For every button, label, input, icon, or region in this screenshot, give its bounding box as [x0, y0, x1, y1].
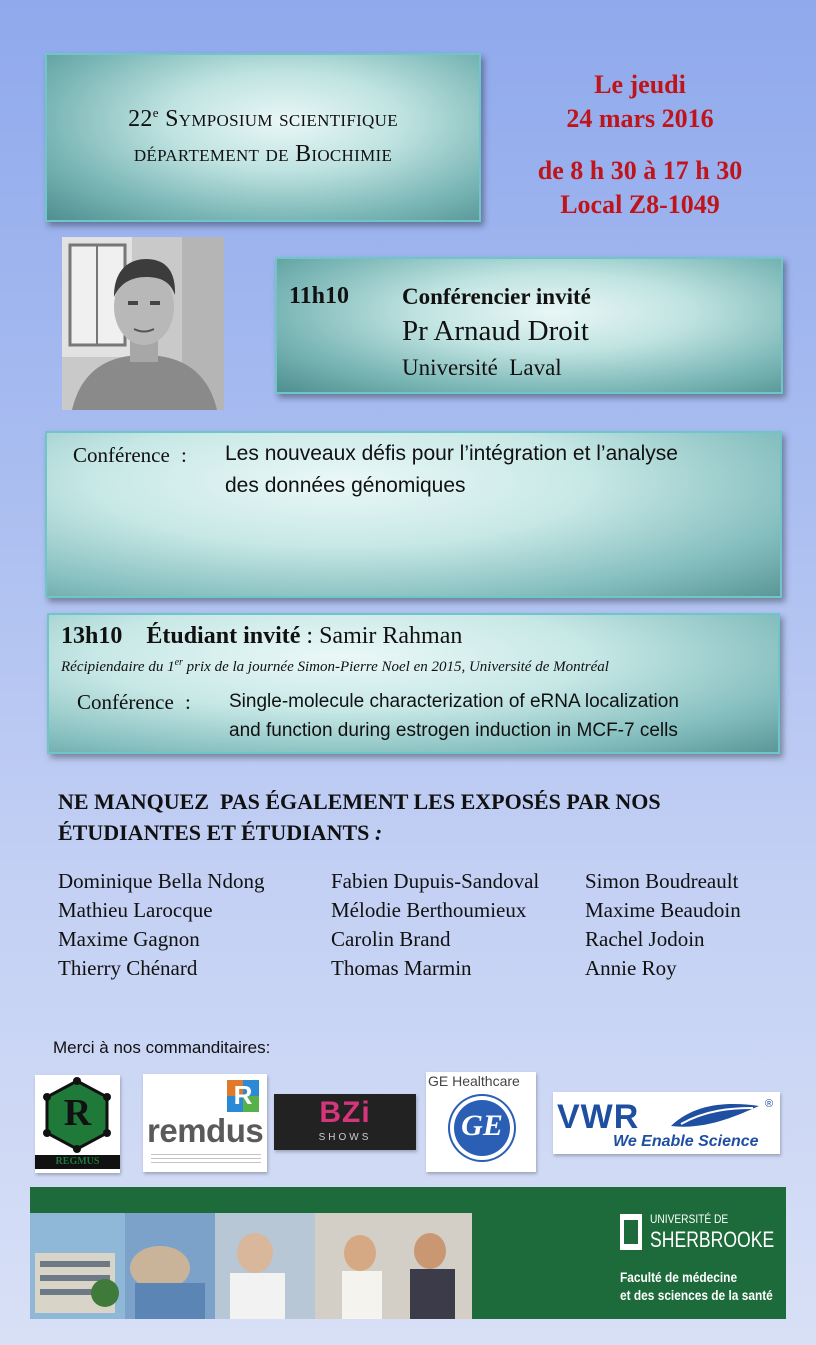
student-list-item: Thomas Marmin [331, 956, 472, 980]
student-list-item: Simon Boudreault [585, 869, 739, 893]
regmus-logo [35, 1075, 120, 1173]
students-column-1 [58, 867, 264, 983]
ge-logo-text: GE [461, 1109, 503, 1142]
students-column-2 [331, 867, 539, 983]
guest-speaker-affiliation: Université Laval [402, 355, 562, 380]
guest-speaker-time: 11h10 [289, 283, 350, 309]
symposium-sup: e [152, 105, 159, 120]
remdus-fineprint [151, 1154, 261, 1166]
conference-label: Conférence : [73, 443, 187, 467]
regmus-letter: R [63, 1092, 92, 1134]
student-award-post: prix de la journée Simon-Pierre Noel en 2015, Université de Montréal [182, 659, 609, 675]
student-list-item: Maxime Beaudoin [585, 898, 741, 922]
student-list-item: Rachel Jodoin [585, 927, 705, 951]
student-list-item: Maxime Gagnon [58, 927, 200, 951]
student-talk-line2: and function during estrogen induction in MCF-7 cells [229, 720, 678, 741]
sponsors-thanks: Merci à nos commanditaires: [53, 1038, 271, 1057]
bzi-logo [274, 1094, 416, 1150]
student-list-item: Fabien Dupuis-Sandoval [331, 869, 540, 893]
vwr-logo [553, 1092, 780, 1154]
student-heading [61, 623, 462, 650]
students-heading-text: ÉTUDIANTES ET ÉTUDIANTS [58, 820, 370, 845]
symposium-title-box [45, 53, 481, 222]
ge-name: GE Healthcare [428, 1073, 520, 1089]
guest-speaker-box [275, 257, 783, 394]
guest-speaker-name: Pr Arnaud Droit [402, 315, 589, 347]
symposium-title-line2: département de Biochimie [133, 141, 393, 167]
symposium-number: 22 [128, 106, 153, 132]
remdus-letter: R [233, 1080, 253, 1110]
student-list-item: Dominique Bella Ndong [58, 869, 265, 893]
students-heading-line2 [58, 820, 382, 846]
speaker-photo [62, 237, 224, 410]
faculty-line2: et des sciences de la santé [620, 1287, 773, 1303]
student-speaker-box [47, 613, 780, 754]
ge-healthcare-logo [426, 1072, 536, 1172]
vwr-reg: ® [765, 1098, 774, 1110]
footer-banner [30, 1187, 786, 1319]
event-hours: de 8 h 30 à 17 h 30 [537, 156, 743, 185]
guest-speaker-role: Conférencier invité [402, 284, 591, 309]
student-award-sup: er [174, 657, 183, 668]
conference-box [45, 431, 782, 598]
student-list-item: Thierry Chénard [58, 956, 198, 980]
students-heading-colon: : [369, 820, 383, 845]
bzi-sub: SHOWS [318, 1132, 372, 1143]
remdus-name: remdus [147, 1112, 264, 1149]
footer-photos [30, 1213, 472, 1319]
symposium-title-line1 [47, 105, 479, 133]
bzi-name: BZi [319, 1096, 371, 1129]
conference-title-line1: Les nouveaux défis pour l’intégration et l’analyse [225, 442, 678, 465]
symposium-title-text: Symposium scientifique [165, 106, 398, 132]
student-list-item: Annie Roy [585, 956, 677, 980]
students-heading-line1: NE MANQUEZ PAS ÉGALEMENT LES EXPOSÉS PAR NOS [58, 789, 661, 814]
student-list-item: Mathieu Larocque [58, 898, 213, 922]
student-award [61, 657, 609, 676]
regmus-name: REGMUS [35, 1155, 120, 1169]
university-line1: UNIVERSITÉ DE [650, 1212, 729, 1226]
university-line2: SHERBROOKE [650, 1227, 775, 1252]
student-sep: : [300, 623, 320, 649]
student-time: 13h10 [61, 623, 123, 649]
ge-monogram-icon [450, 1096, 514, 1160]
student-role: Étudiant invité [146, 623, 301, 649]
speaker-portrait [62, 237, 224, 410]
students-column-3 [585, 867, 741, 983]
vwr-tagline: We Enable Science [613, 1133, 759, 1150]
student-list-item: Mélodie Berthoumieux [331, 898, 527, 922]
remdus-logo [143, 1074, 267, 1172]
vwr-swoosh-icon [671, 1102, 761, 1130]
student-name: Samir Rahman [319, 623, 463, 649]
student-award-pre: Récipiendaire du 1 [61, 659, 175, 675]
vwr-name: VWR [557, 1098, 640, 1136]
sherbrooke-emblem-icon [620, 1214, 642, 1250]
remdus-mark [225, 1078, 261, 1114]
conference-title-line2: des données génomiques [225, 474, 466, 497]
vwr-leaf-icon [671, 1102, 761, 1130]
event-day: Le jeudi [594, 70, 686, 99]
event-date: 24 mars 2016 [566, 104, 714, 133]
faculty-line1: Faculté de médecine [620, 1269, 738, 1285]
event-room: Local Z8-1049 [560, 190, 720, 219]
footer-photo-strip [30, 1213, 472, 1319]
student-list-item: Carolin Brand [331, 927, 451, 951]
student-talk-label: Conférence : [77, 690, 191, 714]
student-talk-line1: Single-molecule characterization of eRNA localization [229, 691, 679, 712]
